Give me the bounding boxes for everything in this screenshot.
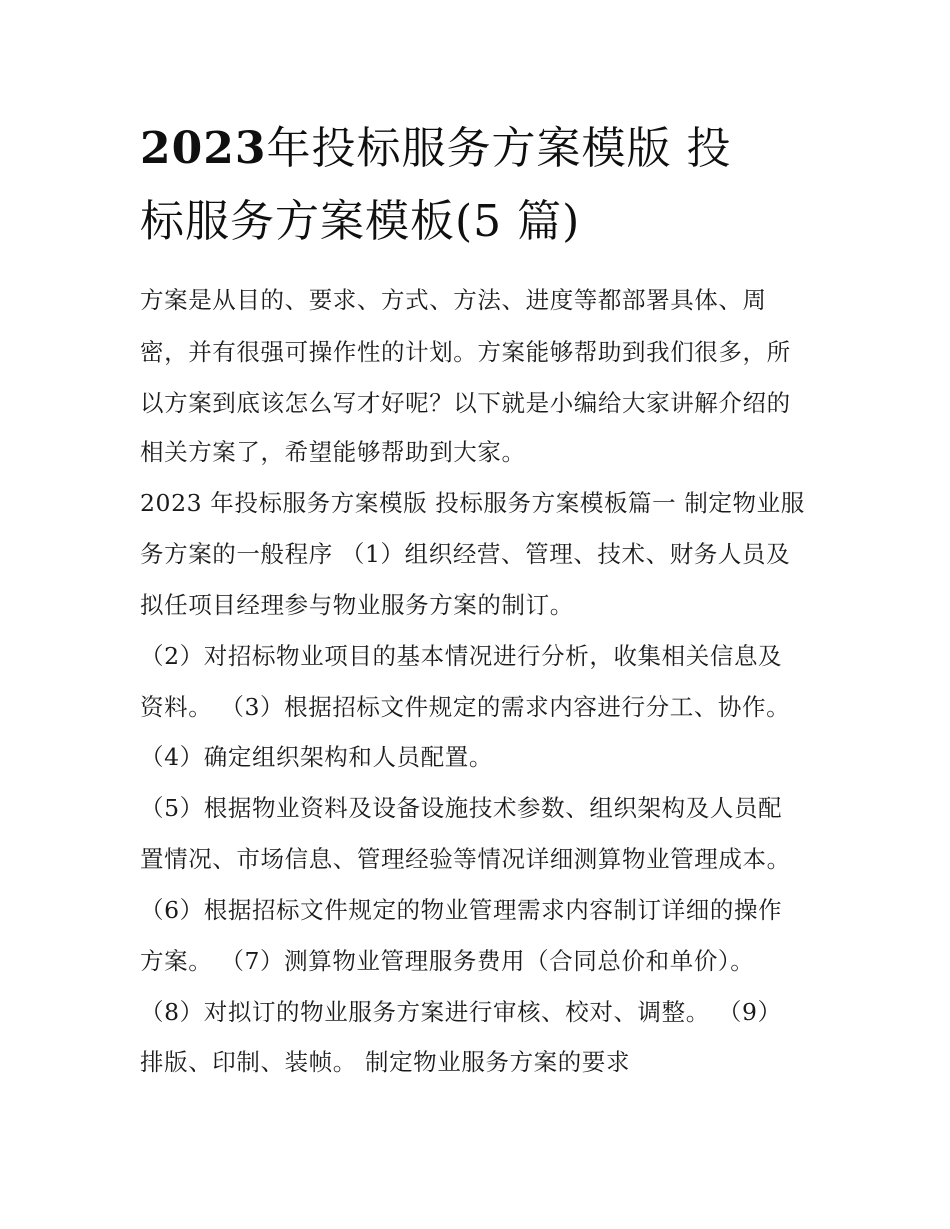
body-line: 资料。 （3）根据招标文件规定的需求内容进行分工、协作。 <box>140 693 791 721</box>
body-line: 2023 年投标服务方案模版 投标服务方案模板篇一 制定物业服 <box>140 489 805 517</box>
document-title <box>140 112 820 258</box>
body-line: 拟任项目经理参与物业服务方案的制订。 <box>140 591 574 619</box>
body-line: 方案。 （7）测算物业管理服务费用（合同总价和单价）。 <box>140 947 755 975</box>
body-line: 务方案的一般程序 （1）组织经营、管理、技术、财务人员及 <box>140 540 791 568</box>
body-line: 置情况、市场信息、管理经验等情况详细测算物业管理成本。 <box>140 845 791 873</box>
body-line: （4）确定组织架构和人员配置。 <box>140 743 493 771</box>
body-line: （5）根据物业资料及设备设施技术参数、组织架构及人员配 <box>140 794 783 822</box>
body-line: 相关方案了，希望能够帮助到大家。 <box>140 438 526 466</box>
title-line2-text: 标服务方案模板(5 篇) <box>140 196 581 247</box>
body-line: 排版、印制、装帧。 制定物业服务方案的要求 <box>140 1048 631 1076</box>
body-line: 方案是从目的、要求、方式、方法、进度等都部署具体、周 <box>140 286 767 314</box>
body-line: （6）根据招标文件规定的物业管理需求内容制订详细的操作 <box>140 896 783 924</box>
title-year: 2023 <box>140 123 267 174</box>
body-line: （8）对拟订的物业服务方案进行审核、校对、调整。 （9） <box>140 998 782 1026</box>
title-line1-text: 年投标服务方案模版 投 <box>266 123 732 174</box>
body-line: 密，并有很强可操作性的计划。方案能够帮助到我们很多，所 <box>140 338 791 366</box>
body-line: （2）对招标物业项目的基本情况进行分析，收集相关信息及 <box>140 642 783 670</box>
body-line: 以方案到底该怎么写才好呢？以下就是小编给大家讲解介绍的 <box>140 389 791 417</box>
